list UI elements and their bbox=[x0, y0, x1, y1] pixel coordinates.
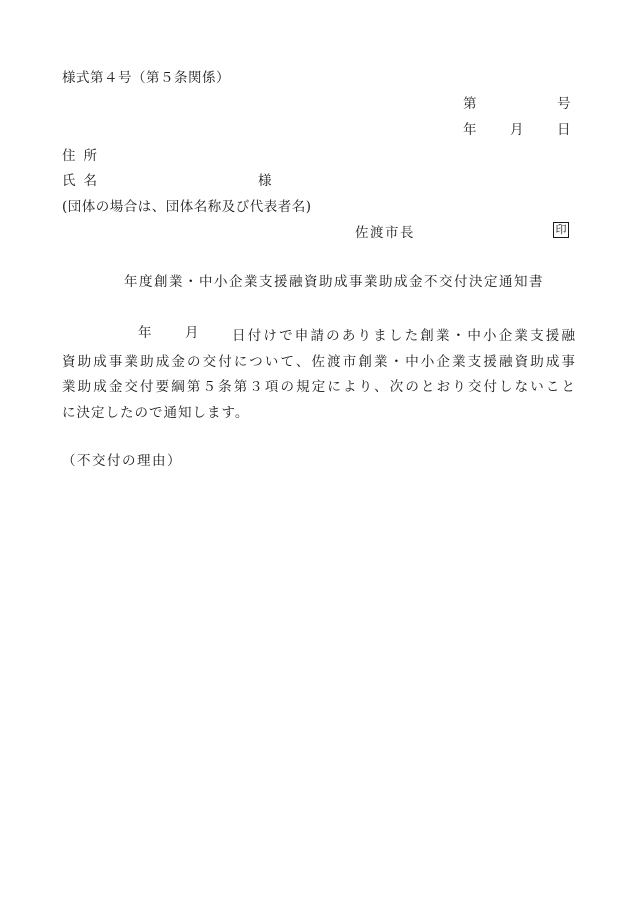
body-line: 資助成事業助成金の交付について、佐渡市創業・中小企業支援融資助成事 bbox=[62, 353, 576, 370]
body-date-month: 月 bbox=[185, 325, 199, 341]
body-line: に決定したので通知します。 bbox=[62, 404, 250, 421]
issue-date-year: 年 bbox=[463, 122, 477, 138]
non-grant-reason-label: （不交付の理由） bbox=[62, 453, 182, 469]
issue-date-month: 月 bbox=[510, 122, 524, 138]
form-number: 様式第４号（第５条関係） bbox=[62, 70, 230, 86]
recipient-name-label: 氏名 bbox=[62, 173, 105, 189]
recipient-honorific: 様 bbox=[258, 173, 272, 189]
issuer-title: 佐渡市長 bbox=[355, 225, 415, 241]
body-paragraph bbox=[62, 324, 576, 426]
document-number-suffix: 号 bbox=[557, 96, 571, 112]
issue-date-day: 日 bbox=[557, 122, 571, 138]
recipient-address-label: 住所 bbox=[62, 148, 105, 164]
organization-note: (団体の場合は、団体名称及び代表者名) bbox=[62, 199, 312, 215]
body-line: 業助成金交付要綱第５条第３項の規定により、次のとおり交付しないこと bbox=[62, 379, 576, 395]
document-number-label: 第 bbox=[463, 96, 477, 112]
seal-stamp-icon: 印 bbox=[553, 222, 569, 238]
body-date-year: 年 bbox=[138, 325, 152, 341]
document-title: 年度創業・中小企業支援融資助成事業助成金不交付決定通知書 bbox=[124, 274, 544, 290]
body-line: 日付けで申請のありました創業・中小企業支援融 bbox=[232, 328, 576, 344]
